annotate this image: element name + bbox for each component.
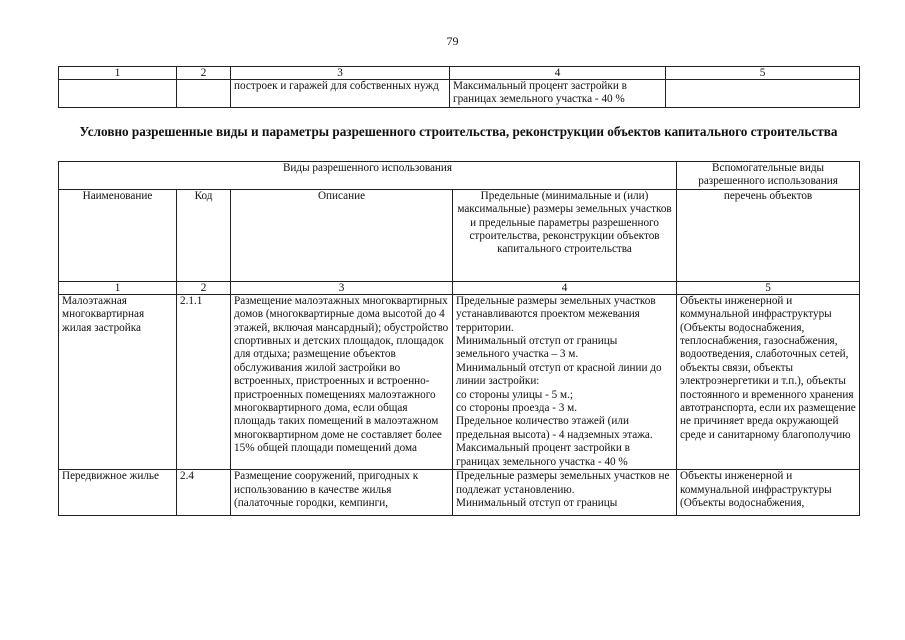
- top-table: [58, 66, 860, 108]
- main-col-num-5: 5: [677, 281, 860, 294]
- param-line: Предельное количество этажей (или предельная высота) - 4 надземных этажа.: [456, 415, 653, 441]
- main-col-num-2: 2: [177, 281, 231, 294]
- table-row: [59, 470, 860, 516]
- row-description: Размещение малоэтажных многоквартирных домов (многоквартирные дома высотой до 4 этажей, включая мансардный); обустройство спортивных и детских площадок, площадок для отдыха; размещение объектов обслуживания жилой застройки во встроенных, пристроенных и встроенно-пристроенных помещениях малоэтажного многоквартирного дома, если общая площадь таких помещений в малоэтажном многоквартирном доме не составляет более 15% общей площади помещений дома: [231, 294, 453, 469]
- param-line: со стороны улицы - 5 м.;: [456, 388, 574, 401]
- col-num-2: 2: [177, 67, 231, 80]
- group-header: Виды разрешенного использования: [59, 162, 677, 190]
- header-description: Описание: [231, 189, 453, 281]
- param-line: Минимальный отступ от границы: [456, 496, 618, 509]
- param-line: Предельные размеры земельных участков не подлежат установлению.: [456, 470, 670, 496]
- table-row: [59, 294, 860, 469]
- top-cell-5: [666, 80, 860, 108]
- top-cell-4: Максимальный процент застройки в границах земельного участка - 40 %: [450, 80, 666, 108]
- main-table: [58, 161, 860, 516]
- main-col-num-3: 3: [231, 281, 453, 294]
- row-params: [453, 470, 677, 516]
- row-code: 2.1.1: [177, 294, 231, 469]
- col-num-3: 3: [231, 67, 450, 80]
- header-objects: перечень объектов: [677, 189, 860, 281]
- row-name: Малоэтажная многоквартирная жилая застройка: [59, 294, 177, 469]
- row-aux: Объекты инженерной и коммунальной инфраструктуры (Объекты водоснабжения,: [677, 470, 860, 516]
- col-num-1: 1: [59, 67, 177, 80]
- param-line: Минимальный отступ от красной линии до линии застройки:: [456, 361, 662, 388]
- param-line: Максимальный процент застройки в границах земельного участка - 40 %: [456, 442, 630, 468]
- main-col-num-1: 1: [59, 281, 177, 294]
- row-name: Передвижное жилье: [59, 470, 177, 516]
- param-line: Предельные размеры земельных участков устанавливаются проектом межевания территории.: [456, 294, 656, 334]
- top-cell-1: [59, 80, 177, 108]
- top-cell-3: построек и гаражей для собственных нужд: [231, 80, 450, 108]
- param-line: Минимальный отступ от границы земельного участка – 3 м.: [456, 335, 618, 361]
- col-num-4: 4: [450, 67, 666, 80]
- header-name: Наименование: [59, 189, 177, 281]
- row-aux: Объекты инженерной и коммунальной инфраструктуры (Объекты водоснабжения, теплоснабжения, газоснабжения, водоотведения, слаботочных сетей, объекты связи, объекты электроэнергетики и т.п.), объекты постоянного и временного хранения автотранспорта, если их размещение не причиняет вреда окружающей среде и санитарному благополучию: [677, 294, 860, 469]
- row-description: Размещение сооружений, пригодных к использованию в качестве жилья (палаточные городки, кемпинги,: [231, 470, 453, 516]
- col-num-5: 5: [666, 67, 860, 80]
- row-code: 2.4: [177, 470, 231, 516]
- top-cell-2: [177, 80, 231, 108]
- header-code: Код: [177, 189, 231, 281]
- aux-header: Вспомогательные виды разрешенного использования: [677, 162, 860, 190]
- section-title: Условно разрешенные виды и параметры разрешенного строительства, реконструкции объектов капитального строительства: [79, 124, 838, 139]
- row-params: [453, 294, 677, 469]
- header-params: Предельные (минимальные и (или) максимальные) размеры земельных участков и предельные параметры разрешенного строительства, реконструкции объектов капитального строительства: [453, 189, 677, 281]
- page-number: 79: [446, 34, 459, 48]
- main-col-num-4: 4: [453, 281, 677, 294]
- param-line: со стороны проезда - 3 м.: [456, 402, 578, 415]
